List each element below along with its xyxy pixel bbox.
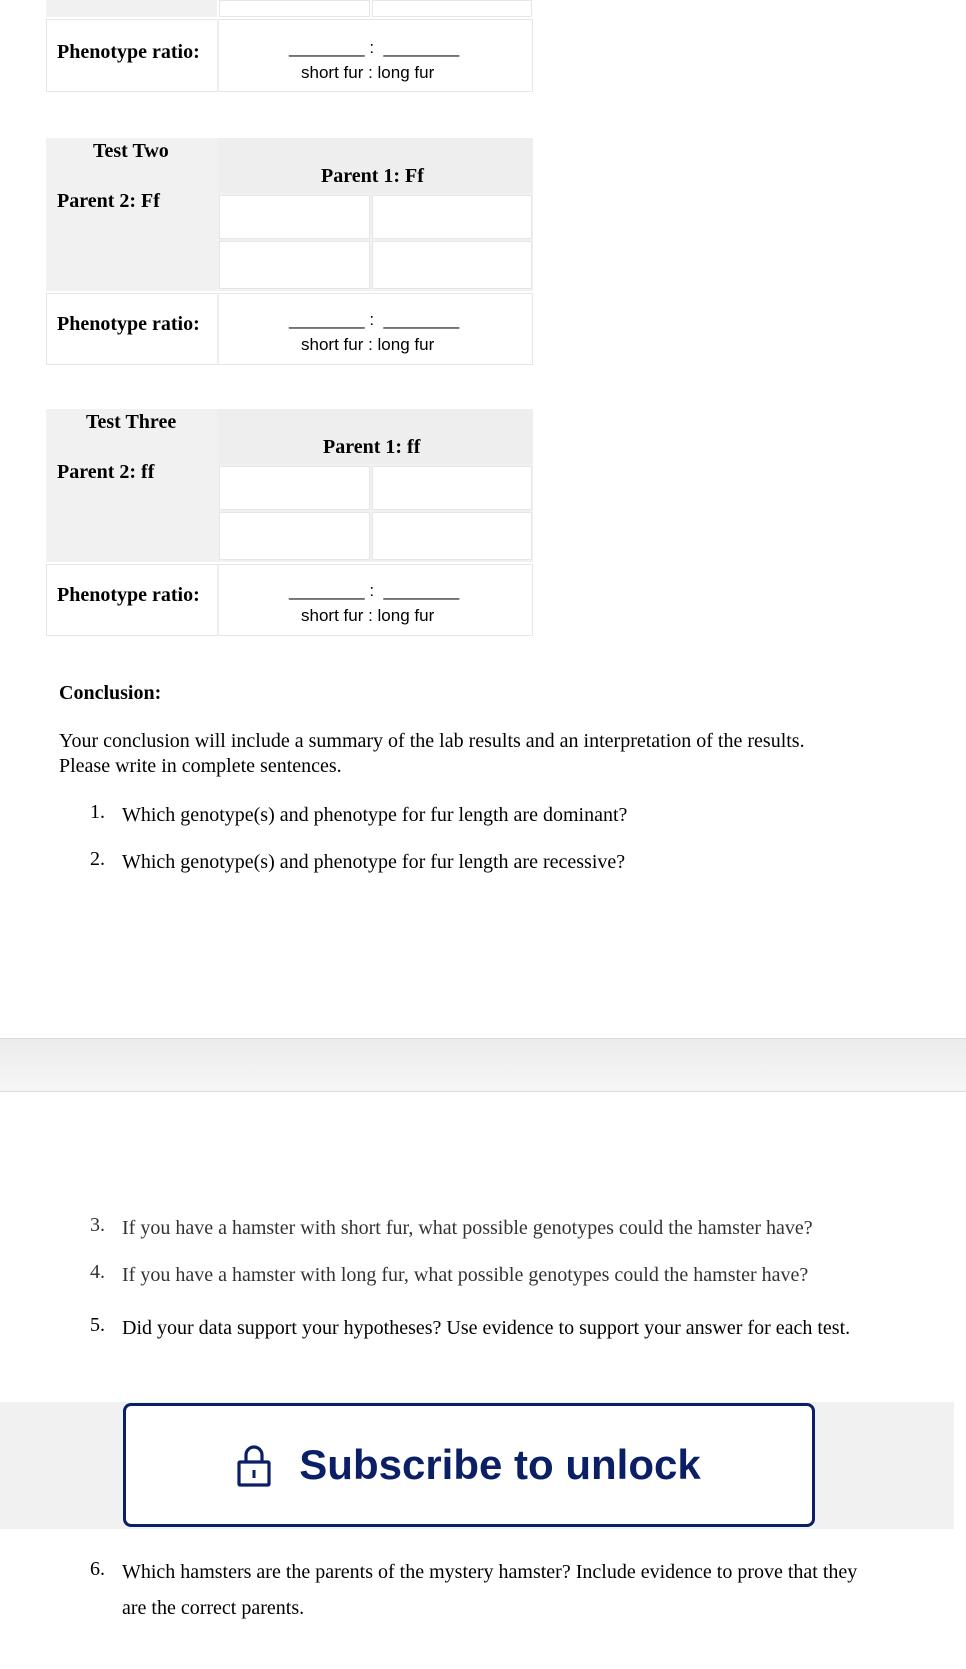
subscribe-label: Subscribe to unlock: [299, 1441, 701, 1488]
conclusion-intro: [59, 729, 939, 779]
ratio-caption: short fur : long fur: [301, 63, 435, 82]
column-divider: [217, 564, 219, 636]
ratio-blanks[interactable]: ________ : ________: [289, 310, 460, 329]
punnett-cell[interactable]: [219, 466, 370, 510]
subscribe-to-unlock-button[interactable]: [123, 1403, 815, 1527]
question-number: 3.: [90, 1214, 105, 1236]
question-text: Which genotype(s) and phenotype for fur length are dominant?: [122, 804, 628, 826]
parent1-label: Parent 1: Ff: [321, 165, 424, 187]
conclusion-heading: Conclusion:: [59, 682, 162, 704]
phenotype-ratio-label: Phenotype ratio:: [57, 584, 200, 606]
parent2-label: Parent 2: ff: [57, 461, 155, 483]
punnett-cell[interactable]: [219, 195, 370, 239]
conclusion-intro-line: Please write in complete sentences.: [59, 755, 342, 777]
question-number: 6.: [90, 1558, 105, 1580]
question-number: 4.: [90, 1261, 105, 1283]
punnett-cell[interactable]: [219, 241, 370, 289]
test-title: Test Three: [86, 411, 177, 433]
punnett-cell[interactable]: [372, 241, 532, 289]
ratio-blanks[interactable]: ________ : ________: [289, 38, 460, 57]
test-title: Test Two: [93, 140, 169, 162]
punnett-cell[interactable]: [219, 512, 370, 560]
ratio-caption: short fur : long fur: [301, 606, 435, 625]
punnett-cell[interactable]: [372, 0, 532, 17]
phenotype-ratio-label: Phenotype ratio:: [57, 313, 200, 335]
punnett-cell[interactable]: [219, 0, 370, 17]
punnett-cell[interactable]: [372, 466, 532, 510]
parent1-label: Parent 1: ff: [323, 436, 421, 458]
phenotype-ratio-label: Phenotype ratio:: [57, 41, 200, 63]
question-text: Which hamsters are the parents of the mystery hamster? Include evidence to prove that they are the correct parents.: [122, 1561, 858, 1619]
column-divider: [217, 19, 219, 92]
punnett-cell[interactable]: [372, 512, 532, 560]
question-text: Did your data support your hypotheses? Use evidence to support your answer for each test.: [122, 1317, 851, 1339]
question-number: 1.: [90, 801, 105, 823]
question-number: 5.: [90, 1314, 105, 1336]
ratio-caption: short fur : long fur: [301, 335, 435, 354]
question-number: 2.: [90, 848, 105, 870]
ratio-blanks[interactable]: ________ : ________: [289, 581, 460, 600]
page-break-divider: [0, 1038, 966, 1092]
punnett-cell[interactable]: [372, 195, 532, 239]
table-cell-grey: [46, 0, 217, 17]
parent2-label: Parent 2: Ff: [57, 190, 160, 212]
question-text: If you have a hamster with short fur, what possible genotypes could the hamster have?: [122, 1217, 813, 1239]
column-divider: [217, 293, 219, 365]
lock-icon: [237, 1443, 271, 1487]
question-text: If you have a hamster with long fur, what possible genotypes could the hamster have?: [122, 1264, 809, 1286]
question-text: Which genotype(s) and phenotype for fur length are recessive?: [122, 851, 626, 873]
conclusion-intro-line: Your conclusion will include a summary of the lab results and an interpretation of the results.: [59, 730, 805, 752]
